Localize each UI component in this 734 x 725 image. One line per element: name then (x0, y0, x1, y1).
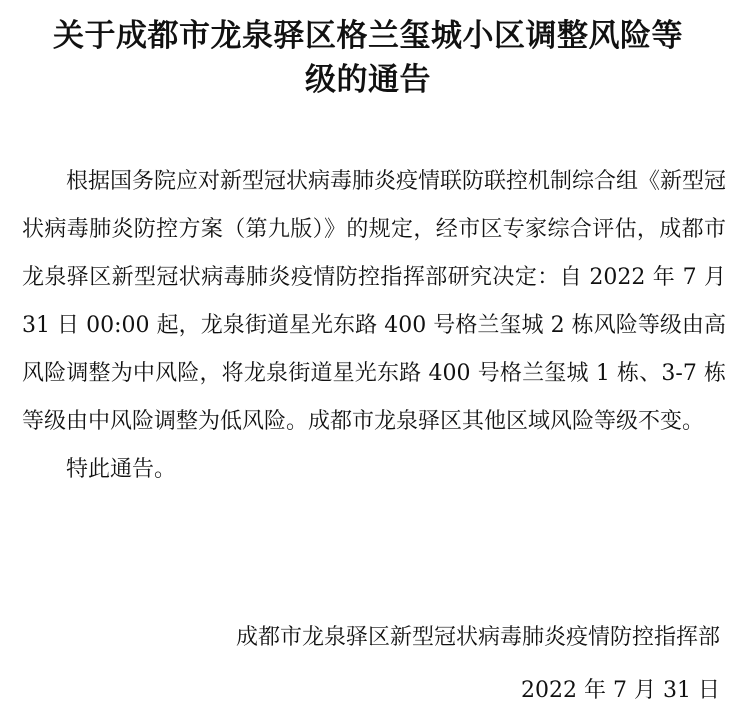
title-line-1: 关于成都市龙泉驿区格兰玺城小区调整风险等 (53, 18, 683, 54)
issuer-signature: 成都市龙泉驿区新型冠状病毒肺炎疫情防控指挥部 (235, 625, 720, 650)
title-line-2: 级的通告 (305, 62, 431, 98)
notice-title (18, 14, 718, 102)
notice-body (22, 158, 726, 494)
issue-date: 2022 年 7 月 31 日 (521, 678, 720, 703)
body-paragraph-main: 根据国务院应对新型冠状病毒肺炎疫情联防联控机制综合组《新型冠状病毒肺炎防控方案（第九版）》的规定，经市区专家综合评估，成都市龙泉驿区新型冠状病毒肺炎疫情防控指挥部研究决定：自 2022 年 7 月 31 日 00:00 起，龙泉街道星光东路 400 号格兰玺城 2 栋风险等级由高风险调整为中风险，将龙泉街道星光东路 400 号格兰玺城 1 栋、3-7 栋等级由中风险调整为低风险。成都市龙泉驿区其他区域风险等级不变。 (22, 169, 727, 434)
body-paragraph-closing: 特此通告。 (66, 457, 177, 482)
